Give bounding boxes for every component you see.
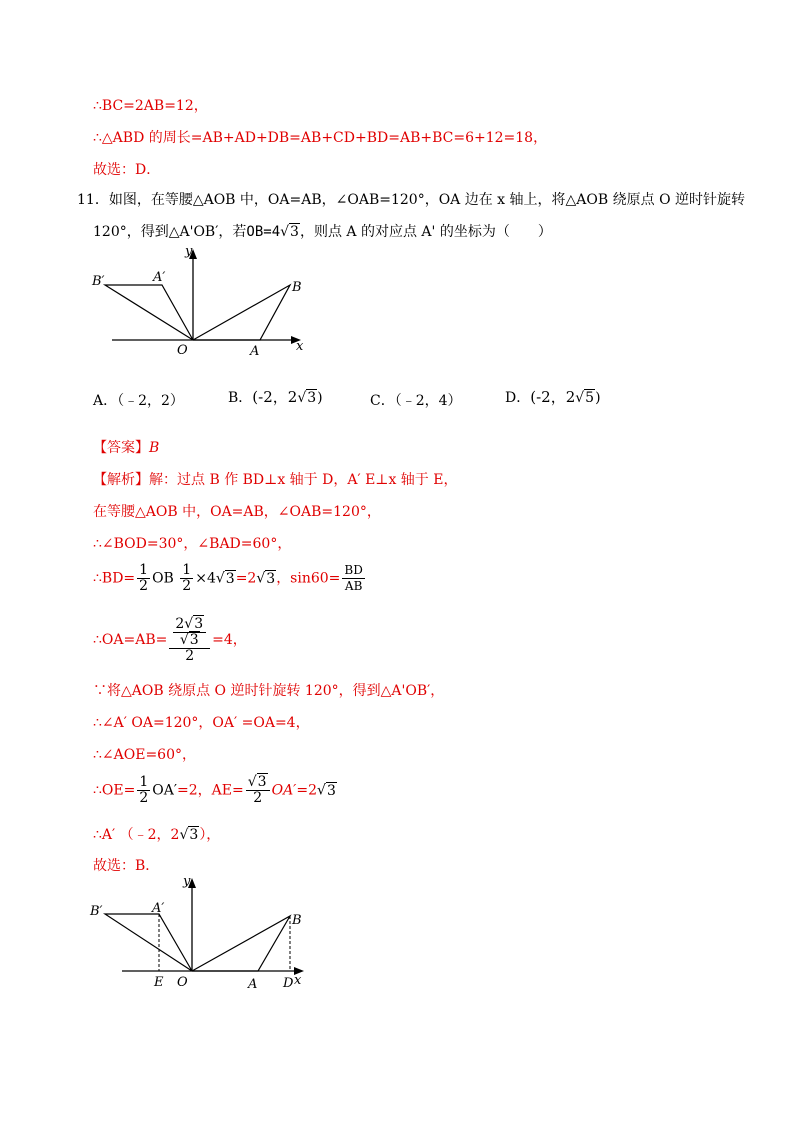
a-prime-close: ）， <box>199 827 221 843</box>
numerator: 1 <box>139 774 149 790</box>
analysis-text-1: 解：过点 B 作 BD⊥x 轴于 D，A′ E⊥x 轴于 E， <box>149 472 458 488</box>
option-a[interactable]: A．（﹣2，2） <box>93 393 184 409</box>
root3-d: 3 <box>189 631 199 648</box>
question-text-1: 如图，在等腰△AOB 中，OA=AB，∠OAB=120°，OA 边在 x 轴上，将△AOB 绕原点 O 逆时针旋转 <box>108 192 745 208</box>
label-d-2: D <box>283 976 294 991</box>
label-y: y <box>185 245 193 259</box>
root3-f: 3 <box>326 782 336 799</box>
analysis-line-9: ∴OE= $\frac{1}{2}$ OA′=2，AE= $\frac{√3}{2}$ OA′=2√3 <box>93 774 336 806</box>
label-a1: A′ <box>153 270 166 285</box>
sin-label: ，sin60= <box>276 570 341 587</box>
analysis-line-6: ∵将△AOB 绕原点 O 逆时针旋转 120°，得到△A'OB′， <box>93 683 445 699</box>
numerator: BD <box>344 563 363 577</box>
label-b-2: B <box>292 913 302 928</box>
label-a: A <box>250 344 260 359</box>
analysis-line-1 <box>93 470 457 490</box>
half-fraction <box>137 563 150 594</box>
analysis-line-7: ∴∠A′ OA=120°，OA′ =OA=4， <box>93 715 310 731</box>
oa-prime-2: OA′ <box>271 782 297 799</box>
analysis-line-4: ∴BD= $\frac{1}{2}$ OB $\frac{1}{2}$ ×4√3=2√3，sin60= $\frac{BD}{AB}$ <box>93 562 363 594</box>
oe-label: ∴OE= <box>93 782 136 799</box>
eq-two: =2 <box>235 570 257 587</box>
analysis-line-3: ∴∠BOD=30°，∠BAD=60°， <box>93 536 292 552</box>
option-d-letter: D． <box>505 390 531 406</box>
root3-half-fraction: $\frac{√3}{2}$ <box>246 775 270 806</box>
oa-label: ∴OA=AB= <box>93 632 168 648</box>
inner-two: 2 <box>175 615 185 632</box>
label-o-2: O <box>177 975 188 990</box>
analysis-line-5 <box>93 610 247 670</box>
nested-denominator: 2 <box>185 647 195 664</box>
triangle-a1ob1-2 <box>105 914 192 971</box>
answer-line <box>93 438 159 458</box>
option-d-radicand: 5 <box>585 390 595 406</box>
analysis-line-8: ∴∠AOE=60°， <box>93 747 196 763</box>
triangle-aob-2 <box>192 916 290 971</box>
label-b: B <box>292 280 302 295</box>
oa-result: =4， <box>212 632 247 648</box>
numerator: 1 <box>182 562 192 578</box>
solution-figure <box>80 872 320 992</box>
label-x: x <box>296 339 304 354</box>
inner-fraction: $\frac{2√3}{√3}$ <box>173 617 206 648</box>
half-fraction-3 <box>137 775 150 806</box>
prev-line-3: 故选：D． <box>93 162 161 178</box>
denominator: 2 <box>253 790 263 806</box>
answer-tag: 【答案】 <box>93 440 149 456</box>
option-d-close: ) <box>595 390 601 406</box>
denominator: AB <box>344 579 363 593</box>
option-d[interactable]: D．(-2，2√5) <box>505 388 601 406</box>
label-y-2: y <box>183 874 191 889</box>
ae-result: =2 <box>296 782 318 799</box>
root3-g: 3 <box>189 827 199 843</box>
denominator: 2 <box>139 578 149 594</box>
nested-fraction <box>169 617 210 664</box>
option-b-radicand: 3 <box>307 390 317 406</box>
option-b-value: (-2，2 <box>252 388 298 406</box>
option-b-letter: B． <box>228 390 253 406</box>
times-four: ×4 <box>195 570 216 587</box>
root3-e: 3 <box>257 774 267 790</box>
numerator: 1 <box>139 562 149 578</box>
label-x-2: x <box>294 973 302 988</box>
bd-ab-fraction <box>342 563 364 594</box>
triangle-a1ob1 <box>105 285 193 340</box>
label-b1: B′ <box>92 274 105 289</box>
option-d-value: (-2，2 <box>530 388 576 406</box>
ae-label: =2，AE= <box>177 782 244 799</box>
analysis-line-2: 在等腰△AOB 中，OA=AB，∠OAB=120°， <box>93 504 381 520</box>
root3-b: 3 <box>266 570 276 587</box>
ob-equation: OB=4 <box>246 224 281 240</box>
question-number: 11． <box>77 192 109 208</box>
question-line-1 <box>77 190 745 210</box>
oa-prime-1: OA′ <box>152 782 178 799</box>
answer-value: B <box>149 440 160 456</box>
question-text-2b: ，则点 A 的对应点 A' 的坐标为（ ） <box>299 224 552 240</box>
option-b[interactable]: B．(-2，2√3) <box>228 388 323 406</box>
question-line-2: 120°，得到△A'OB′，若OB=4√3，则点 A 的对应点 A' 的坐标为（ ） <box>93 224 552 240</box>
half-fraction-2 <box>180 563 193 594</box>
analysis-line-11: 故选：B． <box>93 858 160 874</box>
analysis-tag: 【解析】 <box>93 472 149 488</box>
triangle-aob <box>193 285 290 340</box>
label-e-2: E <box>154 975 164 990</box>
label-b1-2: B′ <box>90 904 103 919</box>
denominator: 2 <box>182 578 192 594</box>
nested-numerator <box>169 617 210 649</box>
label-o: O <box>177 343 188 358</box>
bd-label: ∴BD= <box>93 570 136 587</box>
prev-line-2: ∴△ABD 的周长=AB+AD+DB=AB+CD+BD=AB+BC=6+12=18， <box>93 130 548 146</box>
prev-line-1: ∴BC=2AB=12， <box>93 98 208 114</box>
root3-a: 3 <box>225 570 235 587</box>
ob-text: OB <box>152 570 174 587</box>
option-b-close: ) <box>317 390 323 406</box>
question-text-2a: 120°，得到△A'OB′，若 <box>93 224 247 240</box>
label-a1-2: A′ <box>152 901 165 916</box>
a-prime-coord: ∴A′ （﹣2，2 <box>93 827 180 843</box>
question-figure <box>80 245 320 360</box>
root3-c: 3 <box>194 615 204 632</box>
option-c[interactable]: C．（﹣2，4） <box>370 393 462 409</box>
analysis-line-10: ∴A′ （﹣2，2√3）， <box>93 827 221 843</box>
label-a-2: A <box>248 977 258 992</box>
denominator: 2 <box>139 790 149 806</box>
sqrt-3: 3 <box>290 224 299 240</box>
